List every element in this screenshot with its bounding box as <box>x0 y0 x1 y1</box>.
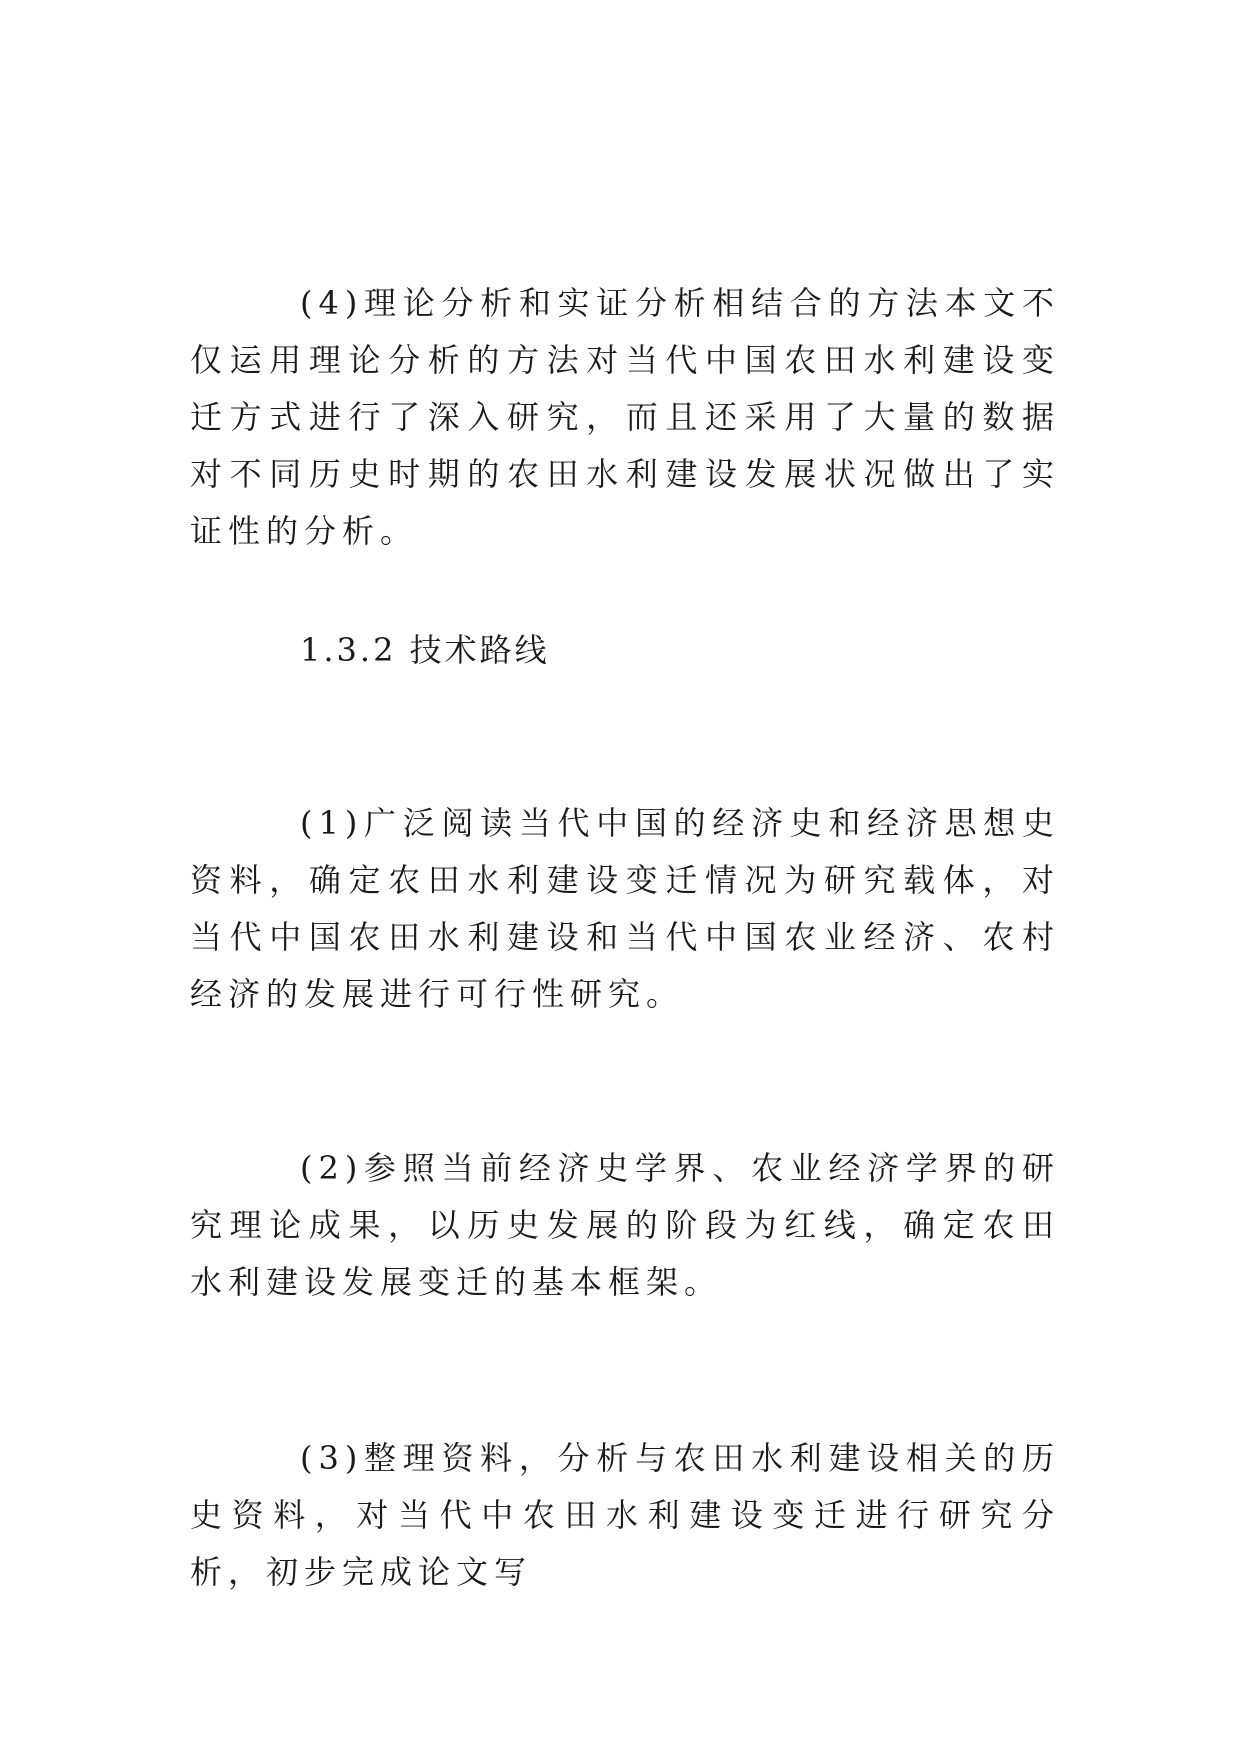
paragraph-route-1: (1)广泛阅读当代中国的经济史和经济思想史资料，确定农田水利建设变迁情况为研究载体，对当代中国农田水利建设和当代中国农业经济、农村经济的发展进行可行性研究。 <box>190 804 1060 1013</box>
section-heading-technical-route: 1.3.2 技术路线 <box>300 631 550 669</box>
paragraph-method-4: (4)理论分析和实证分析相结合的方法本文不仅运用理论分析的方法对当代中国农田水利建设变迁方式进行了深入研究，而且还采用了大量的数据对不同历史时期的农田水利建设发展状况做出了实证性的分析。 <box>190 284 1060 550</box>
paragraph-route-2: (2)参照当前经济史学界、农业经济学界的研究理论成果，以历史发展的阶段为红线，确定农田水利建设发展变迁的基本框架。 <box>190 1149 1060 1301</box>
paragraph-route-3: (3)整理资料，分析与农田水利建设相关的历史资料，对当代中农田水利建设变迁进行研究分析，初步完成论文写 <box>190 1439 1060 1591</box>
